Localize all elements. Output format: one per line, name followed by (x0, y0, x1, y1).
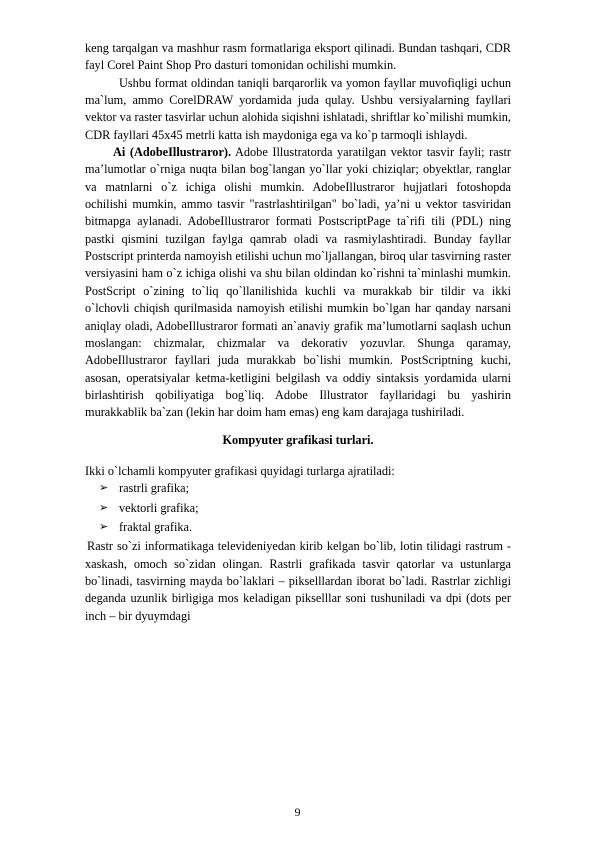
list-item (99, 500, 511, 517)
document-page (85, 40, 511, 625)
paragraph-ai-format (85, 144, 511, 422)
paragraph-raster: Rastr so`zi informatikaga televideniyedan kirib kelgan bo`lib, lotin tilidagi rastrum - xaskash, omoch so`zidan olingan. Rastrli grafikada tasvir qatorlar va ustunlarga bo`linadi, tasvirning mayda bo`laklari – pikselllardan iborat bo`ladi. Rastrlar zichligi deganda uzunlik birligiga mos keladigan pikselllar soni tushuniladi va dpi (dots per inch – bir dyuymdagi (85, 539, 511, 623)
graphics-types-list (85, 480, 511, 536)
paragraph-1: keng tarqalgan va mashhur rasm formatlariga eksport qilinadi. Bundan tashqari, CDR fayl Corel Paint Shop Pro dasturi tomonidan ochilishi mumkin. (85, 41, 511, 73)
page-number: 9 (294, 805, 301, 819)
section-heading: Kompyuter grafikasi turlari. (222, 432, 374, 447)
list-item (99, 519, 511, 536)
paragraph-intro: Ikki o`lchamli kompyuter grafikasi quyidagi turlarga ajratiladi: (85, 463, 395, 478)
list-item-text: vektorli grafika; (119, 500, 199, 515)
list-item-text: fraktal grafika. (119, 519, 193, 534)
ai-format-text: Adobe Illustratorda yaratilgan vektor tasvir fayli; rastr ma’lumotlar o`rniga nuqta bilan bog`langan yo`llar yoki chiziqlar; obyektlar, ranglar va matnlarni o`z ichiga olishi mumkin. AdobeIllustraror hujjatlari fotoshopda ochilishi mumkin, ammo tasvir "rastrlashtirilgan" bo`ladi, ya’ni u vektor tasviridan bitmapga aylanadi. AdobeIllustraror formati PostscriptPage ta`rifi tili (PDL) ning pastki qismini tuzilgan faylga qamrab oladi va rasmiylashtiradi. Bunday fayllar Postscript printerda namoyish etilishi uchun mo`ljallangan, biroq ular tasvirning raster versiyasini ham o`z ichiga olishi va shu bilan oldindan ko`rishni ta`minlashi mumkin. PostScript o`zining to`liq qo`llanilishida kuchli va murakkab bir tildir va ikki o`lchovli chiqish qurilmasida namoyish etilishi mumkin bo`lgan har qanday narsani aniqlay oladi, AdobeIllustraror formati an`anaviy grafik ma’lumotlarni saqlash uchun moslangan: chizmalar, chizmalar va dekorativ yozuvlar. Shunga qaramay, AdobeIllustraror fayllari juda murakkab bo`lishi mumkin. PostScriptning kuchi, asosan, operatsiyalar ketma-ketligini belgilash va oddiy sintaksis yordamida ularni birlashtirish qobiliyatiga bog`liq. Adobe Illustrator fayllaridagi bu yashirin murakkablik ba`zan (lekin har doim ham emas) eng kam darajaga tushiriladi. (85, 145, 512, 420)
arrow-right-icon: ➢ (99, 520, 109, 533)
arrow-right-icon: ➢ (99, 482, 109, 495)
list-item (99, 480, 511, 497)
paragraph-2: Ushbu format oldindan taniqli barqarorlik va yomon fayllar muvofiqligi uchun ma`lum, ammo CorelDRAW yordamida juda qulay. Ushbu versiyalarning fayllari vektor va raster tasvirlar uchun alohida siqishni ishlatadi, shriftlar ko`milishi mumkin, CDR fayllari 45x45 metrli katta ish maydoniga ega va ko`p tarmoqli ishlaydi. (85, 75, 511, 142)
list-item-text: rastrli grafika; (119, 481, 189, 496)
arrow-right-icon: ➢ (99, 501, 109, 514)
ai-format-term: Ai (AdobeIllustraror). (113, 145, 232, 160)
